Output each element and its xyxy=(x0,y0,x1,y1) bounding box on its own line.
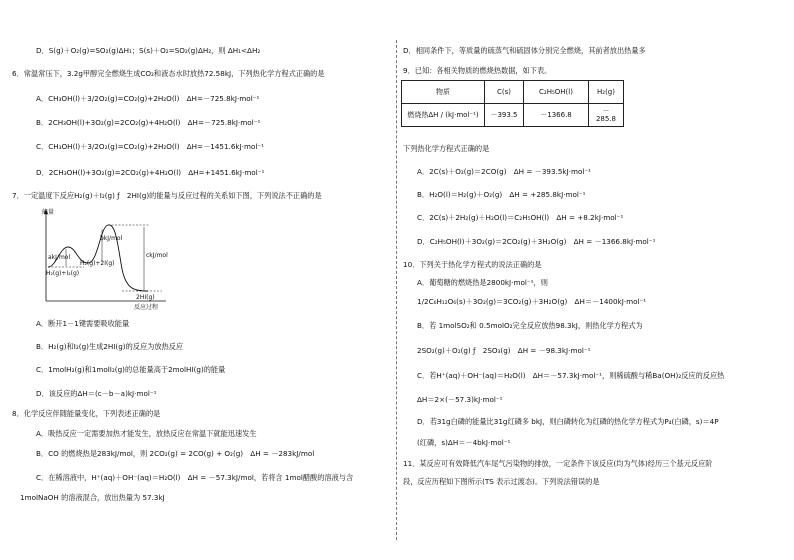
diagram-label-b: bkJ/mol xyxy=(100,235,123,242)
left-line-l3: A．CH₃OH(l)＋3/2O₂(g)=CO₂(g)+2H₂O(l) ΔH=－725.8kJ·mol⁻¹ xyxy=(36,94,260,103)
right-line-r15: D．若31g白磷的能量比31g红磷多 bkJ，则白磷转化为红磷的热化学方程式为P₄(白磷，s)＝4P xyxy=(417,417,719,426)
right-line-r2: 9．已知：各相关物质的燃烧热数据，如下表。 xyxy=(403,66,552,75)
left-line-l16: 1molNaOH 的溶液混合，放出热量为 57.3kJ xyxy=(20,493,165,502)
right-line-r4: A．2C(s)＋O₂(g)＝2CO(g) ΔH = －393.5kJ·mol⁻¹ xyxy=(417,167,592,176)
right-line-r13: C．若H⁺(aq)＋OH⁻(aq)＝H₂O(l) ΔH＝－57.3kJ·mol⁻¹，则稀硫酸与稀Ba(OH)₂反应的反应热 xyxy=(417,371,725,380)
table-row-label: 燃烧热ΔH / (kJ·mol⁻¹) xyxy=(402,104,485,127)
left-line-l9: B．H₂(g)和I₂(g)生成2HI(g)的反应为放热反应 xyxy=(36,342,184,351)
energy-diagram xyxy=(38,207,170,311)
left-line-l14: B．CO 的燃烧热是283kJ/mol，则 2CO₂(g) = 2CO(g) + O₂(g) ΔH = －283kJ/mol xyxy=(36,449,315,458)
left-line-l4: B．2CH₃OH(l)+3O₂(g)=2CO₂(g)+4H₂O(l) ΔH=－725.8kJ·mol⁻¹ xyxy=(36,118,261,127)
right-line-r12: 2SO₂(g)＋O₂(g) ƒ 2SO₃(g) ΔH = －98.3kJ·mol⁻¹ xyxy=(417,346,591,355)
left-line-l10: C．1molH₂(g)和1molI₂(g)的总能量高于2molHI(g)的能量 xyxy=(36,365,226,374)
right-line-r5: B．H₂O(l)＝H₂(g)＋O₂(g) ΔH = +285.8kJ·mol⁻¹ xyxy=(417,190,586,199)
right-line-r3: 下列热化学方程式正确的是 xyxy=(403,144,490,153)
left-line-l5: C．CH₃OH(l)＋3/2O₂(g)=CO₂(g)+2H₂O(l) ΔH=－1451.6kJ·mol⁻¹ xyxy=(36,142,265,151)
table-cell-ethanol: －1366.8 xyxy=(524,104,589,127)
left-line-l13: A．吸热反应一定需要加热才能发生，放热反应在常温下就能迅速发生 xyxy=(36,429,257,438)
diagram-mid: H₂(g)+2I(g) xyxy=(80,260,115,267)
diagram-label-c: ckJ/mol xyxy=(146,252,168,259)
diagram-label-a: akJ/mol xyxy=(48,254,71,261)
right-line-r11: B．若 1molSO₂和 0.5molO₂完全反应放热98.3kJ，则热化学方程式为 xyxy=(417,321,643,330)
table-header-c: C(s) xyxy=(485,81,524,104)
left-line-l8: A．断开1－1键需要吸收能量 xyxy=(36,319,130,328)
left-line-l12: 8．化学反应伴随能量变化，下列表述正确的是 xyxy=(12,409,161,418)
left-line-l2: 6．常温常压下，3.2g甲醇完全燃烧生成CO₂和液态水时放热72.58kJ，下列热化学方程式正确的是 xyxy=(12,69,325,78)
right-line-r18: 段，反应历程如下图所示(TS 表示过渡态)。下列说法错误的是 xyxy=(403,477,600,486)
left-line-l7: 7．一定温度下反应H₂(g)＋I₂(g) ƒ 2HI(g)的能量与反应过程的关系如下图，下列说法不正确的是 xyxy=(12,191,322,200)
right-line-r16: (红磷，s)ΔH＝－4bkJ·mol⁻¹ xyxy=(417,438,511,447)
table-cell-h2: －285.8 xyxy=(589,104,624,127)
left-line-l15: C．在稀溶液中，H⁺(aq)＋OH⁻(aq)＝H₂O(l) ΔH = －57.3kJ/mol，若将含 1mol醋酸的溶液与含 xyxy=(36,473,354,482)
table-header-h2: H₂(g) xyxy=(589,81,624,104)
diagram-ylabel: 能量 xyxy=(42,209,55,216)
diagram-product: 2HI(g) xyxy=(136,294,155,301)
right-line-r14: ΔH＝2×(－57.3)kJ·mol⁻¹ xyxy=(417,395,503,404)
right-line-r6: C．2C(s)＋2H₂(g)＋H₂O(l)＝C₂H₅OH(l) ΔH = +8.2kJ·mol⁻¹ xyxy=(417,213,624,222)
right-line-r17: 11．某反应可有效降低汽车尾气污染物的排放，一定条件下该反应(均为气体)经历三个基元反应阶 xyxy=(403,459,713,468)
table-cell-c: －393.5 xyxy=(485,104,524,127)
table-header-substance: 物质 xyxy=(402,81,485,104)
column-divider xyxy=(396,40,397,540)
diagram-reactant: H₂(g)+I₂(g) xyxy=(46,270,80,277)
right-line-r1: D．相同条件下，等质量的硫蒸气和硫固体分别完全燃烧，其前者放出热量多 xyxy=(403,46,646,55)
diagram-xlabel: 反应过程 xyxy=(134,304,159,311)
right-line-r10: 1/2C₆H₁₂O₆(s)＋3O₂(g)＝3CO₂(g)＋3H₂O(g) ΔH＝－1400kJ·mol⁻¹ xyxy=(417,297,647,306)
heat-table xyxy=(401,80,624,127)
left-line-l1: D．S(g)＋O₂(g)=SO₂(g)ΔH₁；S(s)＋O₂=SO₂(g)ΔH₂，则 ΔH₁<ΔH₂ xyxy=(36,46,261,55)
right-line-r7: D．C₂H₅OH(l)＋3O₂(g)＝2CO₂(g)＋3H₂O(g) ΔH = －1366.8kJ·mol⁻¹ xyxy=(417,237,656,246)
right-line-r9: A．葡萄糖的燃烧热是2800kJ·mol⁻¹，则 xyxy=(417,278,548,287)
table-header-ethanol: C₂H₅OH(l) xyxy=(524,81,589,104)
left-line-l6: D．2CH₃OH(l)+3O₂(g)=2CO₂(g)+4H₂O(l) ΔH=+1451.6kJ·mol⁻¹ xyxy=(36,168,265,177)
right-line-r8: 10．下列关于热化学方程式的说法正确的是 xyxy=(403,260,542,269)
left-line-l11: D．该反应的ΔH＝(c－b－a)kJ·mol⁻¹ xyxy=(36,389,157,398)
